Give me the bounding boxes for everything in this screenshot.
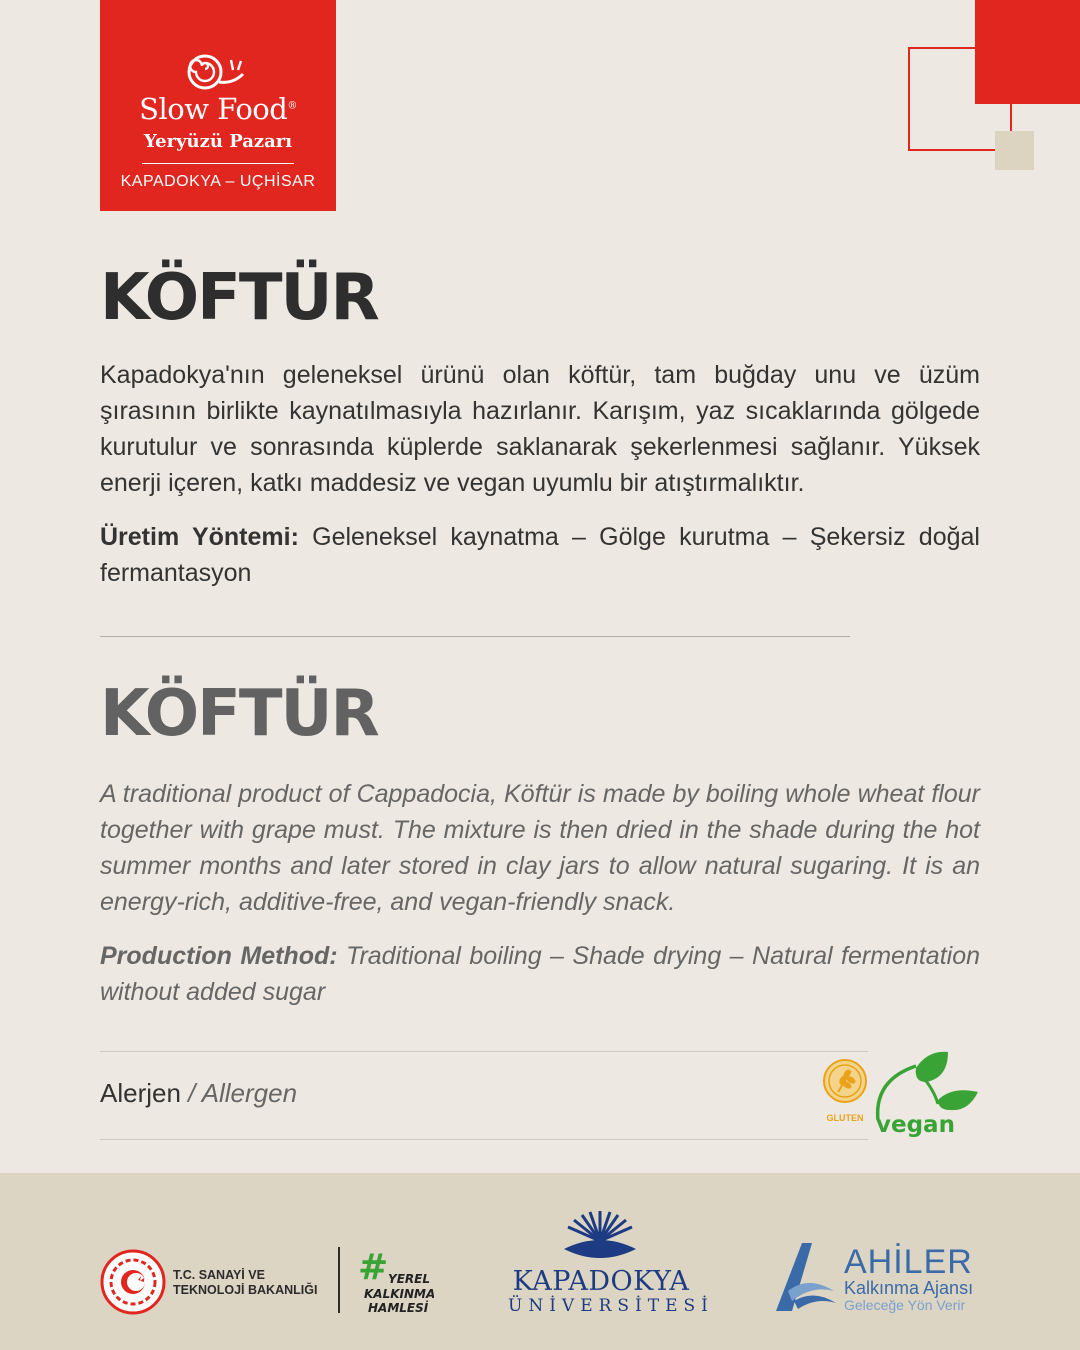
svg-text:vegan: vegan: [876, 1112, 955, 1138]
gluten-badge: [820, 1059, 870, 1129]
section-divider: [100, 636, 850, 637]
university-name: KAPADOKYA: [512, 1266, 690, 1297]
agency-subtitle: Kalkınma Ajansı: [844, 1278, 974, 1298]
ministry-seal-icon: [100, 1249, 166, 1319]
agency-name: AHİLER: [844, 1243, 973, 1281]
svg-text:YEREL: YEREL: [388, 1272, 430, 1286]
decor-beige-square: [995, 131, 1034, 170]
title-english: KÖFTÜR: [100, 677, 378, 751]
method-label-turkish: Üretim Yöntemi:: [100, 523, 299, 551]
description-english: A traditional product of Cappadocia, Köftür is made by boiling whole wheat flour together with grape must. The mixture is then dried in the shade during the hot summer months and later stored in clay jars to allow natural sugaring. It is an energy-rich, additive-free, and vegan-friendly snack.: [100, 780, 980, 916]
svg-text:GLUTEN: GLUTEN: [826, 1113, 864, 1123]
vegan-badge: [870, 1050, 982, 1142]
slow-food-logo: [100, 0, 336, 211]
title-turkish: KÖFTÜR: [100, 261, 378, 335]
brand-divider: [142, 163, 294, 164]
method-text-english: Traditional boiling – Shade drying – Natural fermentation without added sugar: [100, 942, 981, 1006]
brand-location: KAPADOKYA – UÇHİSAR: [120, 173, 316, 190]
footer-divider: [338, 1247, 340, 1313]
method-english: [100, 938, 980, 1010]
snail-icon: [185, 52, 247, 92]
ministry-name: T.C. SANAYİ VE TEKNOLOJİ BAKANLIĞI: [173, 1268, 318, 1297]
svg-text:#: #: [358, 1249, 389, 1288]
university-emblem-icon: [562, 1209, 638, 1271]
ahiler-emblem-icon: [772, 1241, 838, 1317]
method-turkish: [100, 519, 980, 591]
agency-tagline: Geleceğe Yön Verir: [844, 1297, 966, 1313]
wheat-icon: [820, 1059, 870, 1125]
method-label-english: Production Method:: [100, 942, 338, 970]
footer-sponsors: [0, 1173, 1080, 1350]
description-turkish: Kapadokya'nın geleneksel ürünü olan köftür, tam buğday unu ve üzüm şırasının birlikte kaynatılmasıyla hazırlanır. Karışım, yaz sıcaklarında gölgede kurutulur ve sonrasında küplerde saklanarak şekerlenmesi sağlanır. Yüksek enerji içeren, katkı maddesiz ve vegan uyumlu bir atıştırmalıktır.: [100, 361, 980, 497]
allergen-divider-top: [100, 1051, 868, 1052]
brand-title: Slow Food®: [139, 92, 297, 126]
method-text-turkish: Geleneksel kaynatma – Gölge kurutma – Şekersiz doğal fermantasyon: [100, 523, 980, 587]
allergen-divider-bottom: [100, 1139, 868, 1140]
yerel-kalkinma-logo: [358, 1249, 434, 1321]
svg-text:KALKINMA: KALKINMA: [364, 1287, 434, 1301]
university-subtitle: ÜNİVERSİTESİ: [508, 1296, 714, 1316]
svg-text:HAMLESİ: HAMLESİ: [368, 1301, 429, 1315]
brand-subtitle: Yeryüzü Pazarı: [143, 131, 293, 152]
leaf-icon: [870, 1050, 982, 1138]
allergen-label: Alerjen / Allergen: [100, 1078, 298, 1108]
